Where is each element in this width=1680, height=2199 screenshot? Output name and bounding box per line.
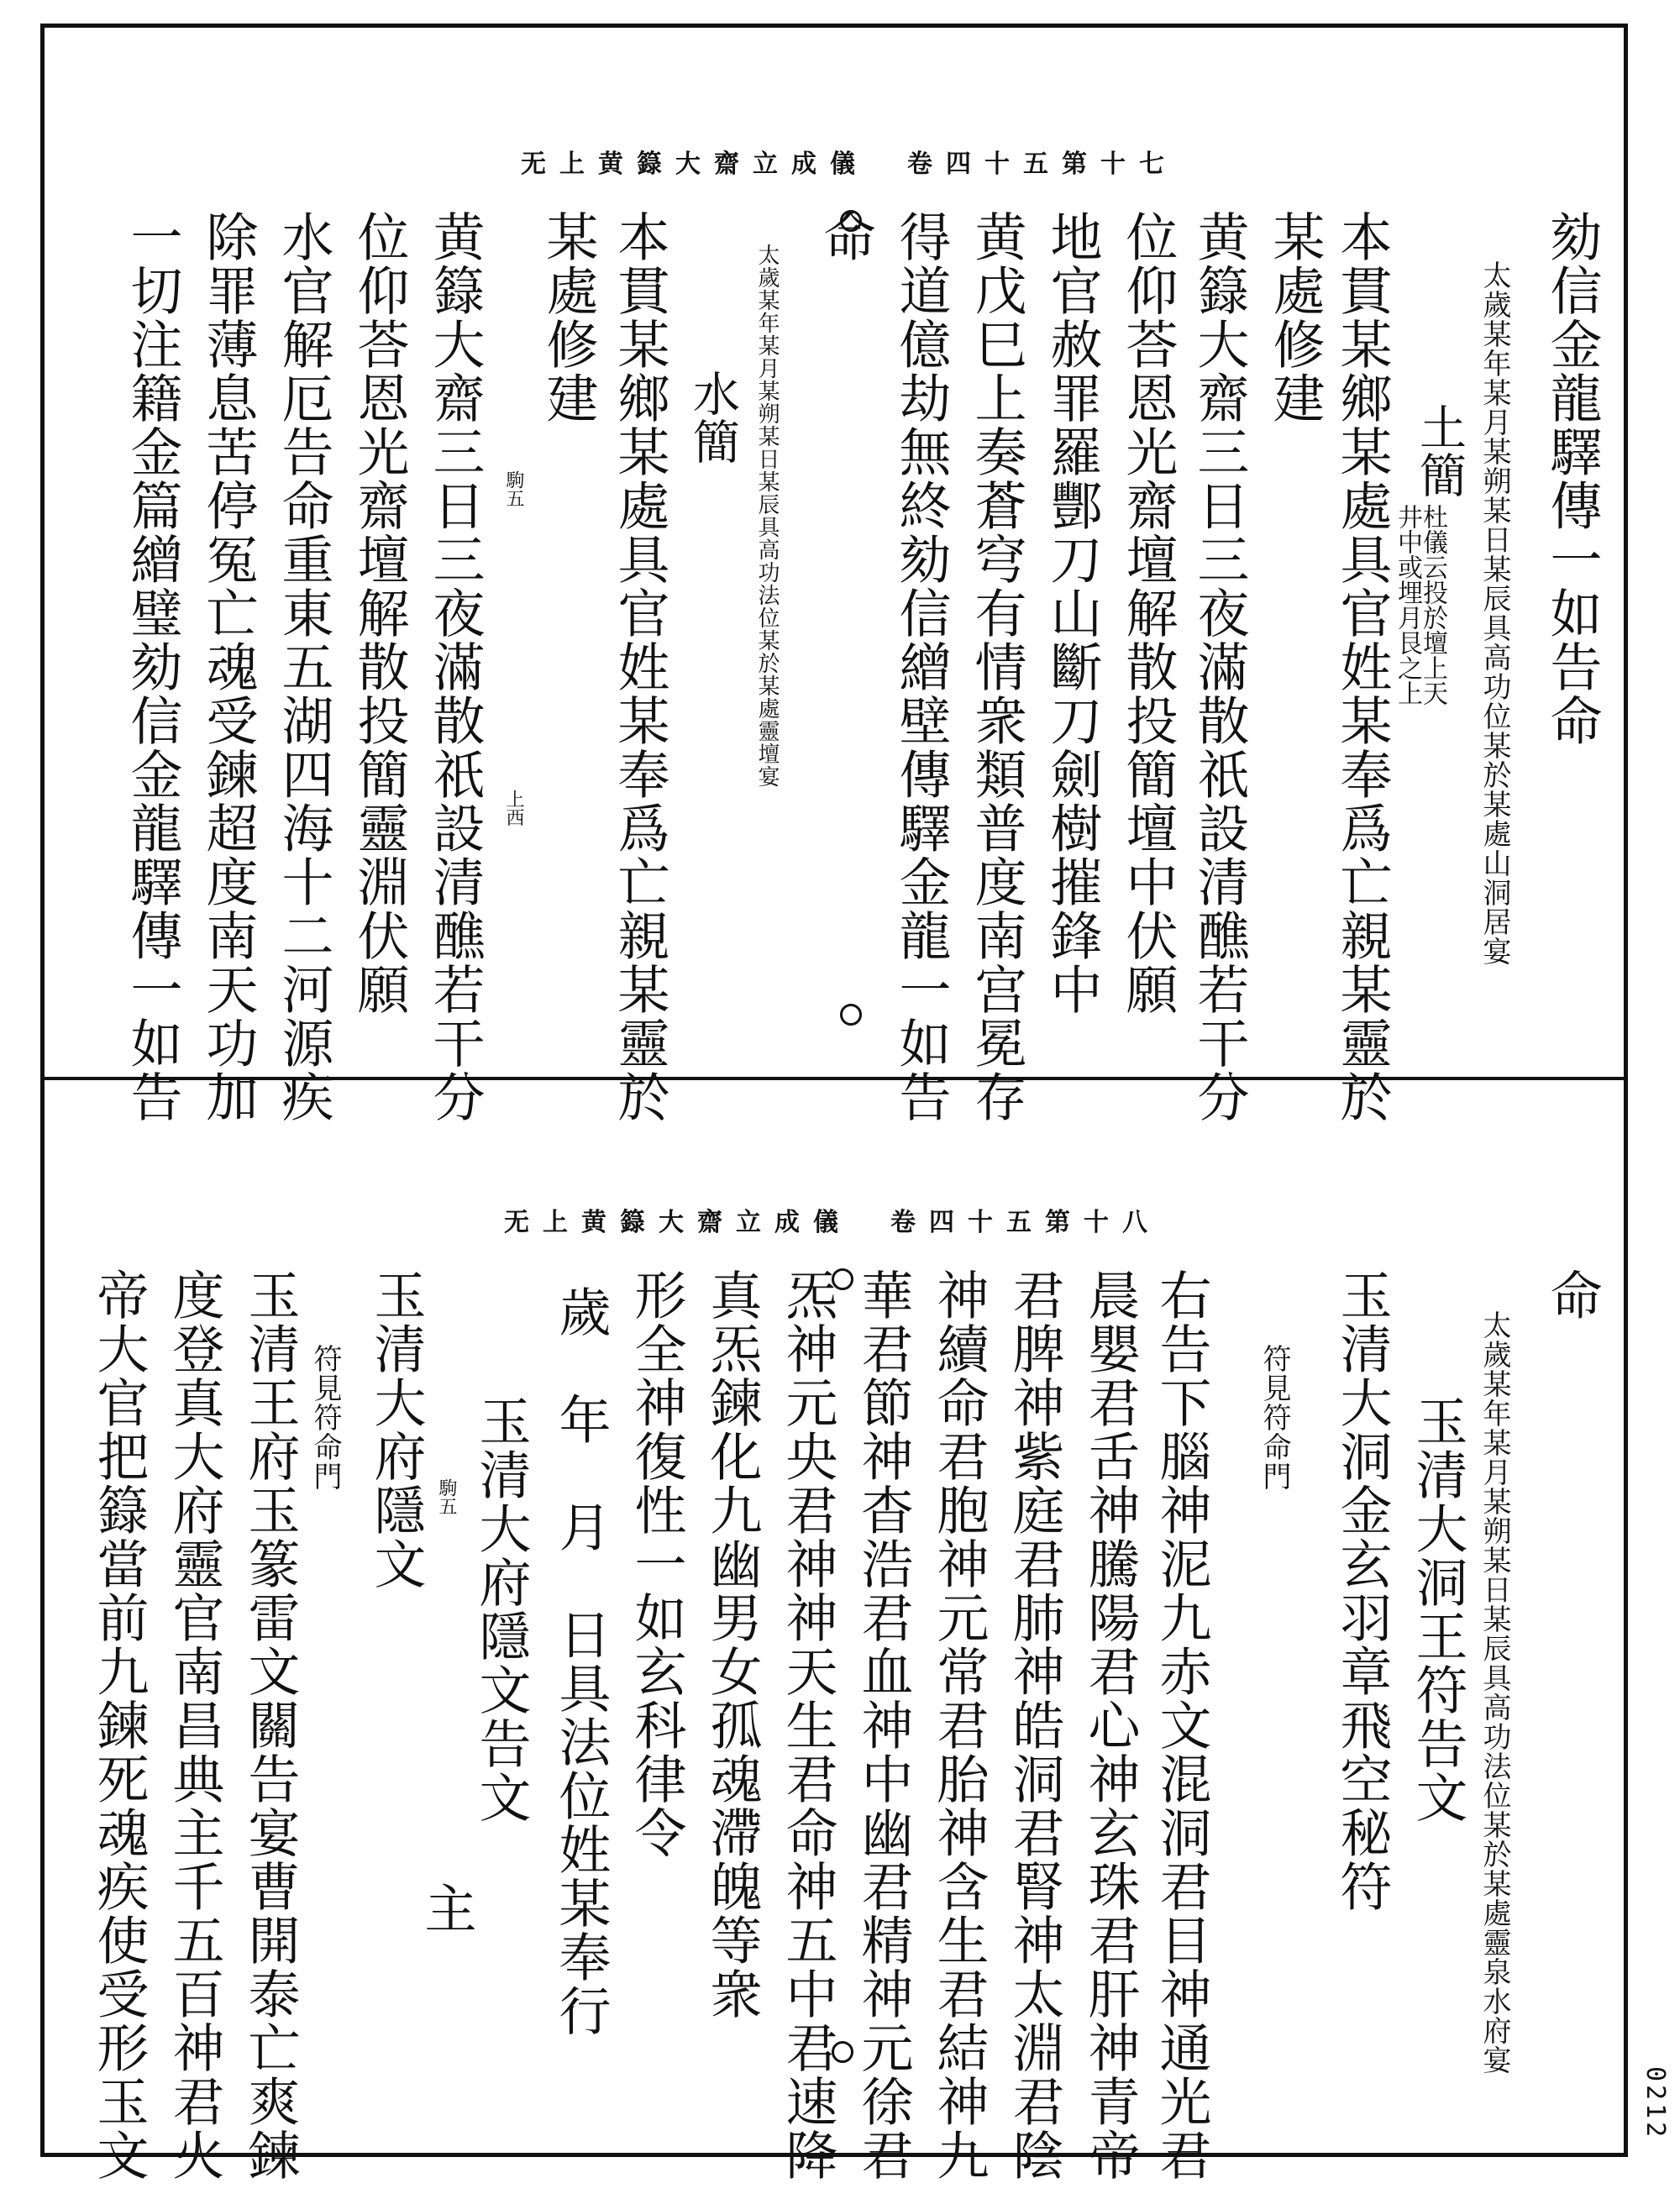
bottom-col-11: 真炁鍊化九幽男女孤魂滯魄等衆: [701, 1268, 763, 2021]
bottom-sub-note: 符見符命門: [308, 1344, 342, 1491]
bottom-col-3: 玉清大洞王符告文: [1407, 1394, 1468, 1824]
bottom-col-6: 晨嬰君舌神騰陽君心神玄珠君肝神青帝: [1079, 1268, 1141, 2182]
bottom-col-4: 玉清大洞金玄羽章飛空秘符: [1331, 1268, 1393, 1913]
bottom-sub-note: 駒五: [436, 1478, 457, 1515]
top-col-11: 太歲某年某月某朔某日某辰具高功法位某於某處靈壇宴: [754, 244, 780, 788]
top-col-8: 黄戊巳上奏蒼穹有情衆類普度南宫冕存: [966, 210, 1027, 1124]
page-number: 0212: [1641, 2066, 1670, 2141]
bottom-col-1: 命: [1541, 1268, 1603, 1322]
top-sub-note: 上西: [503, 790, 524, 827]
top-col-15: 位仰荅恩光齋壇解散投簡靈淵伏願: [349, 210, 410, 1016]
bottom-col-15: 主: [416, 1881, 477, 1935]
top-sub-note: 杜儀云投於壇上天: [1418, 504, 1447, 706]
top-col-4: 某處修建: [1264, 210, 1326, 425]
bottom-col-17: 玉清王府玉篆雷文關告宴曹開泰亡爽鍊: [239, 1268, 301, 2182]
bottom-col-7: 君脾神紫庭君肺神皓洞君腎神太淵君陰: [1004, 1268, 1065, 2182]
top-col-6: 位仰荅恩光齋壇解散投簡壇中伏願: [1117, 210, 1179, 1016]
top-col-3: 本貫某鄉某處具官姓某奉爲亡親某靈於: [1331, 210, 1393, 1124]
circle-mark: [832, 1268, 853, 1290]
bottom-col-2: 太歲某年某月某朔某日某辰具高功法位某於某處靈泉水府宴: [1478, 1310, 1511, 2075]
bottom-header: 无上黄籙大齋立成儀 卷四十五第十八: [504, 1208, 1161, 1237]
top-col-5: 黄籙大齋三日三夜滿散祇設清醮若干分: [1189, 210, 1250, 1124]
top-col-18: 一切注籍金篇繒璧劾信金龍驛傳一如告: [122, 210, 183, 1124]
top-sub-note: 井中或埋月艮之上: [1393, 504, 1422, 706]
bottom-col-19: 帝大官把籙當前九鍊死魂疾使受形玉文: [88, 1268, 150, 2182]
bottom-col-18: 度登真大府靈官南昌典主千五百神君火: [164, 1268, 225, 2182]
circle-mark: [840, 210, 862, 232]
top-col-14: 黄籙大齋三日三夜滿散祇設清醮若干分: [424, 210, 486, 1124]
top-sub-note: 駒五: [503, 470, 524, 507]
top-col-10: 命: [815, 210, 876, 264]
bottom-col-9: 華君節神杳浩君血神中幽君精神元徐君: [853, 1268, 914, 2182]
top-sub-note: 水簡: [685, 370, 740, 465]
top-sub-note: 土簡: [1412, 403, 1467, 499]
bottom-col-14: 玉清大府隱文告文: [470, 1394, 532, 1824]
bottom-col-12: 形全神復性一如玄科律令: [626, 1268, 687, 1860]
bottom-sub-note: 符見符命門: [1257, 1344, 1291, 1491]
circle-mark: [840, 1004, 862, 1026]
top-col-12: 本貫某鄉某處具官姓某奉爲亡親某靈於: [609, 210, 670, 1124]
bottom-col-8: 神續命君胞神元常君胎神含生君結神九: [928, 1268, 990, 2182]
bottom-col-5: 右告下腦神泥九赤文混洞君目神通光君: [1151, 1268, 1212, 2182]
top-col-1: 劾信金龍驛傳一如告命: [1541, 210, 1603, 748]
top-col-16: 水官解厄告命重東五湖四海十二河源疾: [273, 210, 334, 1124]
bottom-col-10: 炁神元央君神神天生君命神五中君速降: [777, 1268, 838, 2182]
top-col-17: 除罪薄息苦停冤亡魂受鍊超度南天功加: [197, 210, 259, 1124]
circle-mark: [832, 2041, 853, 2063]
bottom-col-16: 玉清大府隱文: [365, 1268, 427, 1591]
top-col-2: 太歲某年某月某朔某日某辰具高功位某於某處山洞居宴: [1478, 260, 1511, 966]
top-col-9: 得道億劫無終劾信繒壁傳驛金龍一如告: [890, 210, 952, 1124]
top-header: 无上黄籙大齋立成儀 卷四十五第十七: [521, 150, 1178, 179]
bottom-col-13: 歲 年 月 日具法位姓某奉行: [550, 1285, 612, 2038]
top-col-13: 某處修建: [538, 210, 599, 425]
top-col-7: 地官赦罪羅酆刀山斷刀劍樹摧鋒中: [1042, 210, 1103, 1016]
